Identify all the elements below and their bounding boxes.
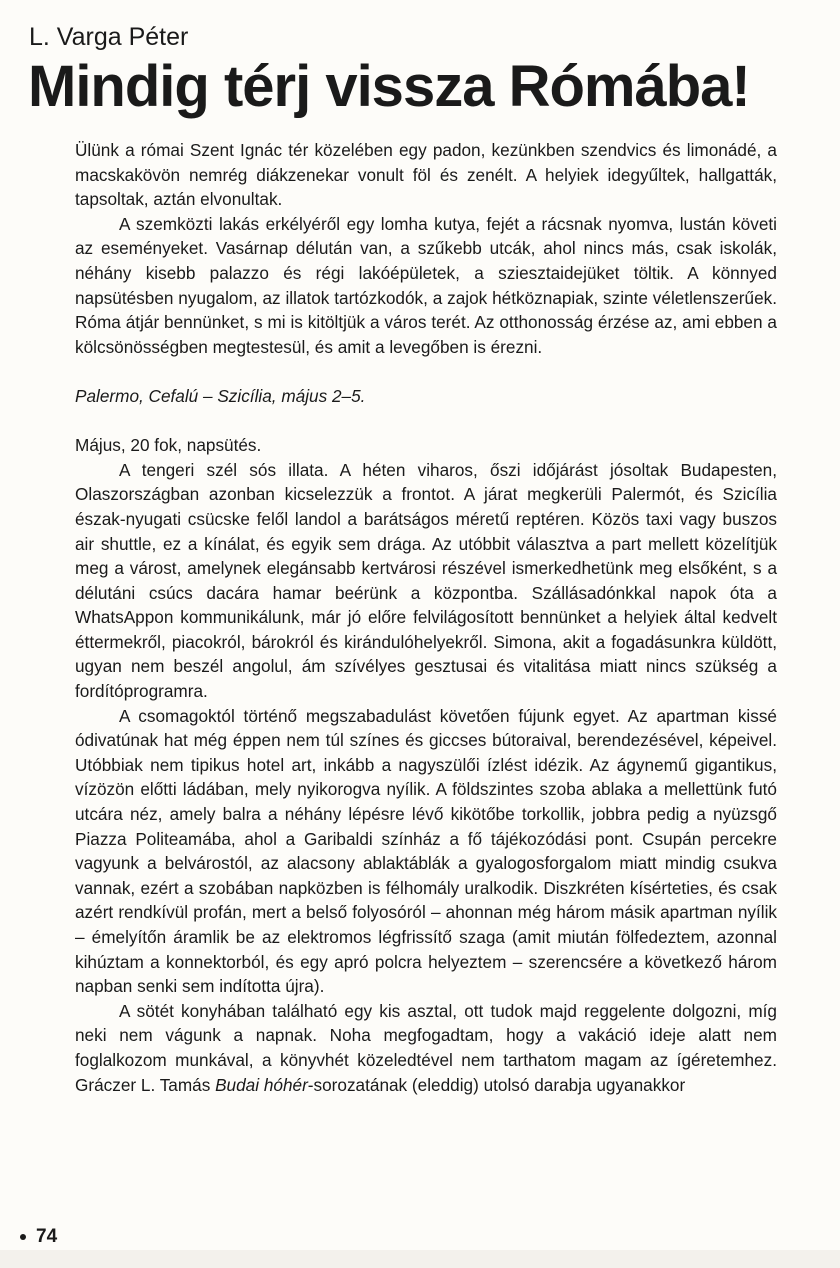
paragraph-5: A csomagoktól történő megszabadulást követően fújunk egyet. Az apartman kissé ódivatúnak hat még éppen nem túl színes és giccses bútoraival, berendezésével, képeivel. Utóbbiak nem tipikus hotel art, inkább a nagyszülői ízlést idézik. Az ágynemű gigantikus, vízözön előtti ládában, mely nyikorogva nyílik. A földszintes szoba ablaka a mellettünk futó utcára néz, amely balra a néhány lépésre lévő kikötőbe torkollik, jobbra pedig a nyüzsgő Piazza Politeamába, ahol a Garibaldi színház a fő tájékozódási pont. Csupán percekre vagyunk a belvárostól, az alacsony ablaktáblák a gyalogosforgalom miatt mindig csukva vannak, ezért a szobában napközben is félhomály uralkodik. Diszkréten kísérteties, és csak azért rendkívül profán, mert a belső folyosóról – ahonnan még három másik apartman nyílik – émelyítőn áramlik be az elektromos légfrissítő szaga (amit miután fölfedeztem, azonnal kihúztam a konnektorból, és egy apró polcra helyeztem – szerencsére a következő három napban senki sem indította újra). <box>75 705 777 997</box>
article-title: Mindig térj vissza Rómába! <box>28 54 750 119</box>
page-footer <box>20 1225 57 1249</box>
author-name: L. Varga Péter <box>29 23 189 51</box>
paragraph-4: A tengeri szél sós illata. A héten viharos, őszi időjárást jósoltak Budapesten, Olaszországban azonban kicselezzük a frontot. A járat megkerüli Palermót, és Szicília észak-nyugati csücske felől landol a barátságos méretű reptéren. Közös taxi vagy buszos air shuttle, ez a kínálat, és egyik sem drága. Az utóbbit választva a part mellett közelítjük meg a várost, amelynek elegánsabb kertvárosi részével ismerkedhetünk meg elsőként, s a délutáni csúcs dacára hamar beérünk a központba. Szállásadónkkal napok óta a WhatsAppon kommunikálunk, már jó előre felvilágosított bennünket a helyiek által kedvelt éttermekről, piacokról, bárokról és kirándulóhelyekről. Simona, akit a fogadásunkra küldött, ugyan nem beszél angolul, ám szívélyes gesztusai és vitalitása miatt nincs szükség a fordítóprogramra. <box>75 459 777 702</box>
paragraph-6-text-start: A sötét konyhában található egy kis asztal, ott tudok majd reggelente dolgozni, míg neki nem vágunk a napnak. Noha megfogadtam, hogy a vakáció ideje alatt nem foglalkozom munkával, a könyvhét közeledtével nem tarthatom magam az ígéretemhez. Gráczer L. Tamás <box>75 1000 777 1095</box>
paragraph-6 <box>75 999 777 1097</box>
book-title: Budai hóhér <box>215 1074 308 1095</box>
bottom-band <box>0 1250 840 1268</box>
page-number: 74 <box>36 1226 58 1247</box>
spacer <box>75 409 777 434</box>
spacer <box>75 359 777 384</box>
paragraph-2: A szemközti lakás erkélyéről egy lomha kutya, fejét a rácsnak nyomva, lustán követi az eseményeket. Vasárnap délután van, a szűkebb utcák, ahol nincs más, csak iskolák, néhány kisebb palazzo és régi lakóépületek, a sziesztaidejüket töltik. A könnyed napsütésben nyugalom, az illatok tartózkodók, a zajok hétköznapiak, szinte véletlenszerűek. Róma átjár bennünket, s mi is kitöltjük a város terét. Az otthonosság érzése az, ami ebben a kölcsönösségben megtestesül, és amit a levegőben is érezni. <box>75 213 777 357</box>
paragraph-1: Ülünk a római Szent Ignác tér közelében egy padon, kezünkben szendvics és limonádé, a macskakövön nemrég diákzenekar vonult föl és zenélt. A helyiek idegyűltek, hallgatták, tapsoltak, aztán elvonultak. <box>75 140 777 210</box>
paragraph-6-text-end: -sorozatának (eleddig) utolsó darabja ugyanakkor <box>307 1074 686 1095</box>
article-body <box>75 138 777 1097</box>
place-date-line: Palermo, Cefalú – Szicília, május 2–5. <box>75 385 366 406</box>
bullet-icon <box>20 1234 26 1240</box>
paragraph-3: Május, 20 fok, napsütés. <box>75 435 262 456</box>
